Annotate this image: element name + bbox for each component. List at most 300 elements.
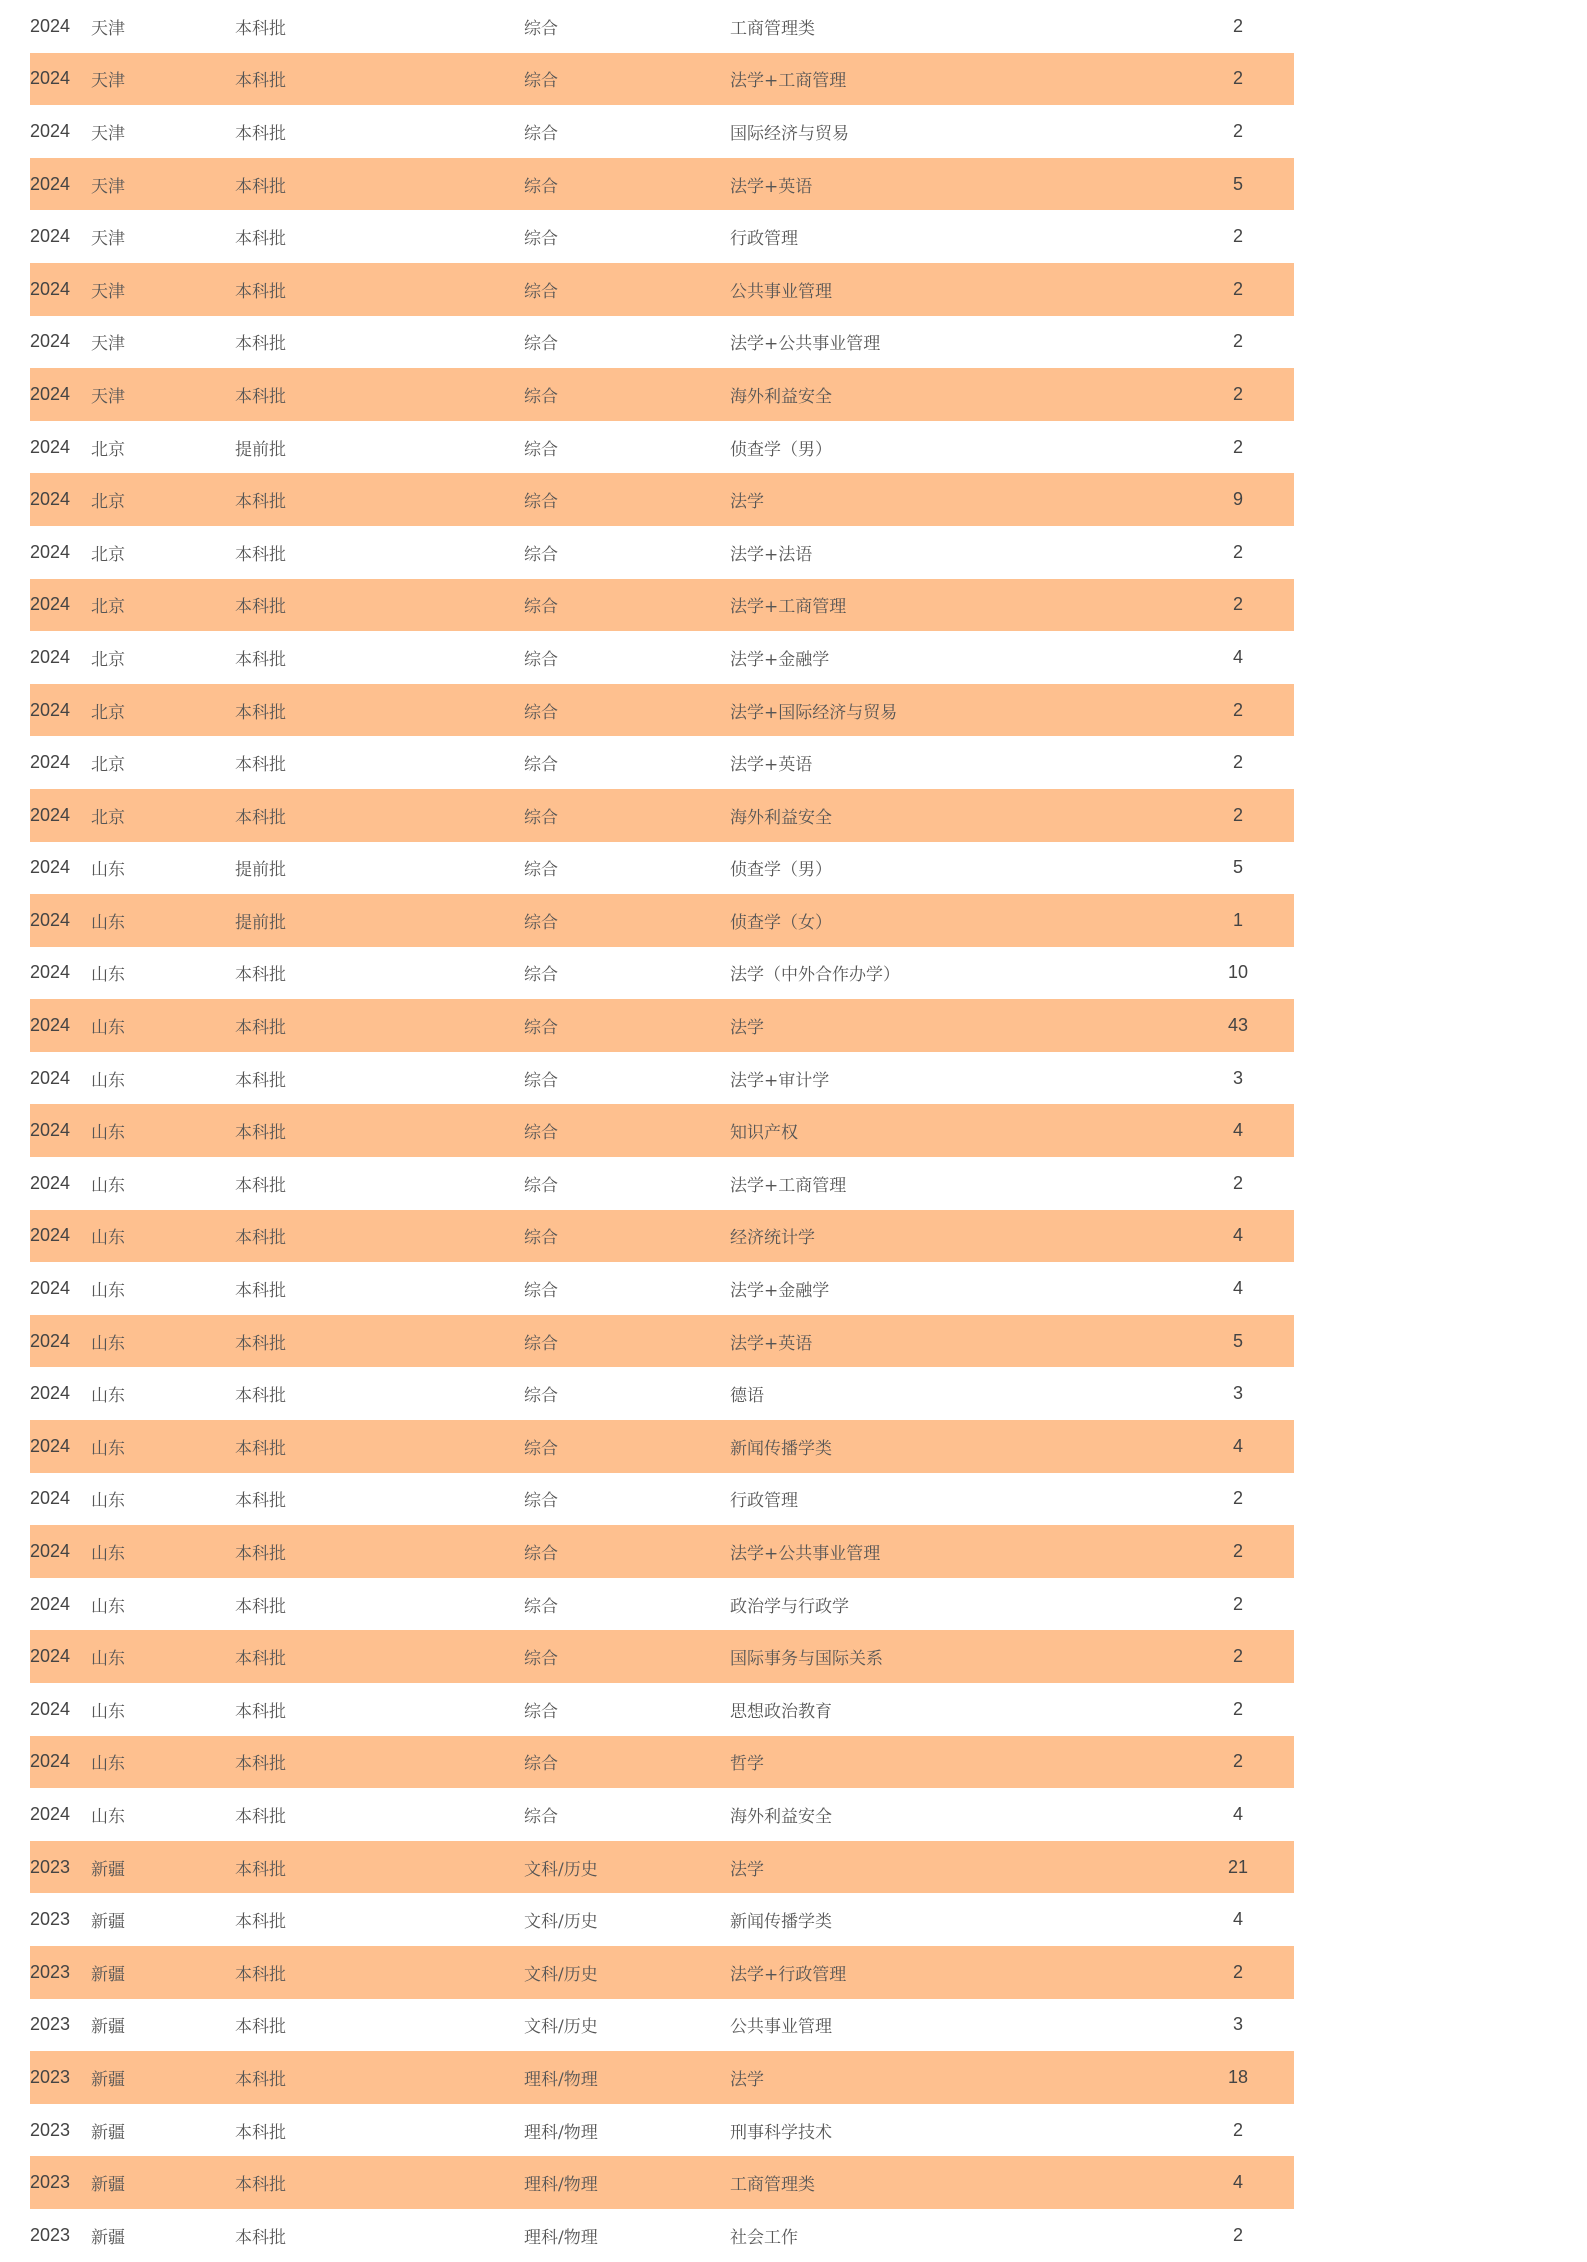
subject-cell: 文科/历史: [524, 1912, 598, 1933]
major-cell: 社会工作: [730, 2227, 798, 2248]
major-cell: 法学+工商管理: [730, 1175, 847, 1196]
subject-cell: 综合: [524, 1649, 558, 1670]
batch-cell: 本科批: [235, 2227, 286, 2248]
batch-cell: 本科批: [235, 1175, 286, 1196]
table-row: [30, 1683, 1294, 1736]
province-cell: 山东: [91, 1438, 125, 1459]
batch-cell: 本科批: [235, 1544, 286, 1565]
major-cell: 法学: [730, 1018, 764, 1039]
count-cell: 4: [1232, 2172, 1243, 2193]
batch-cell: 本科批: [235, 755, 286, 776]
table-row: [30, 2209, 1294, 2262]
count-cell: 2: [1232, 383, 1243, 404]
province-cell: 北京: [91, 807, 125, 828]
province-cell: 新疆: [91, 2175, 125, 2196]
count-cell: 2: [1232, 1488, 1243, 1509]
count-cell: 10: [1227, 962, 1249, 983]
table-row: [30, 1104, 1294, 1157]
major-cell: 法学+行政管理: [730, 1964, 847, 1985]
province-cell: 天津: [91, 123, 125, 144]
province-cell: 山东: [91, 1754, 125, 1775]
subject-cell: 综合: [524, 1806, 558, 1827]
count-cell: 1: [1232, 909, 1243, 930]
subject-cell: 综合: [524, 702, 558, 723]
year-cell: 2024: [30, 909, 71, 930]
province-cell: 天津: [91, 386, 125, 407]
province-cell: 山东: [91, 1596, 125, 1617]
major-cell: 侦查学（男）: [730, 860, 832, 881]
year-cell: 2023: [30, 1909, 71, 1930]
count-cell: 5: [1232, 1330, 1243, 1351]
table-row: [30, 736, 1294, 789]
table-row: [30, 1157, 1294, 1210]
batch-cell: 本科批: [235, 334, 286, 355]
table-row: [30, 158, 1294, 211]
year-cell: 2024: [30, 436, 71, 457]
batch-cell: 本科批: [235, 2069, 286, 2090]
count-cell: 2: [1232, 699, 1243, 720]
subject-cell: 综合: [524, 1175, 558, 1196]
major-cell: 新闻传播学类: [730, 1438, 832, 1459]
batch-cell: 本科批: [235, 1649, 286, 1670]
subject-cell: 综合: [524, 965, 558, 986]
province-cell: 新疆: [91, 1964, 125, 1985]
count-cell: 3: [1232, 2014, 1243, 2035]
province-cell: 山东: [91, 912, 125, 933]
year-cell: 2024: [30, 1751, 71, 1772]
year-cell: 2023: [30, 2066, 71, 2087]
year-cell: 2024: [30, 1015, 71, 1036]
table-row: [30, 1367, 1294, 1420]
batch-cell: 本科批: [235, 702, 286, 723]
batch-cell: 本科批: [235, 1596, 286, 1617]
table-row: [30, 105, 1294, 158]
province-cell: 新疆: [91, 2069, 125, 2090]
major-cell: 法学+英语: [730, 755, 813, 776]
batch-cell: 本科批: [235, 386, 286, 407]
subject-cell: 理科/物理: [524, 2069, 598, 2090]
major-cell: 经济统计学: [730, 1228, 815, 1249]
major-cell: 新闻传播学类: [730, 1912, 832, 1933]
count-cell: 4: [1232, 1278, 1243, 1299]
subject-cell: 文科/历史: [524, 1859, 598, 1880]
province-cell: 山东: [91, 1544, 125, 1565]
year-cell: 2024: [30, 1803, 71, 1824]
province-cell: 北京: [91, 439, 125, 460]
province-cell: 山东: [91, 1228, 125, 1249]
count-cell: 2: [1232, 120, 1243, 141]
batch-cell: 本科批: [235, 1018, 286, 1039]
table-row: [30, 1315, 1294, 1368]
subject-cell: 综合: [524, 1754, 558, 1775]
table-row: [30, 2051, 1294, 2104]
year-cell: 2024: [30, 1488, 71, 1509]
subject-cell: 综合: [524, 1491, 558, 1512]
table-row: [30, 210, 1294, 263]
year-cell: 2024: [30, 1330, 71, 1351]
batch-cell: 本科批: [235, 1281, 286, 1302]
major-cell: 德语: [730, 1386, 764, 1407]
year-cell: 2024: [30, 68, 71, 89]
count-cell: 4: [1232, 1803, 1243, 1824]
major-cell: 法学（中外合作办学）: [730, 965, 900, 986]
province-cell: 北京: [91, 544, 125, 565]
major-cell: 侦查学（男）: [730, 439, 832, 460]
subject-cell: 综合: [524, 1544, 558, 1565]
batch-cell: 本科批: [235, 123, 286, 144]
subject-cell: 综合: [524, 176, 558, 197]
province-cell: 天津: [91, 176, 125, 197]
table-row: [30, 1999, 1294, 2052]
subject-cell: 综合: [524, 1123, 558, 1144]
count-cell: 3: [1232, 1383, 1243, 1404]
year-cell: 2024: [30, 383, 71, 404]
table-row: [30, 684, 1294, 737]
table-row: [30, 1788, 1294, 1841]
province-cell: 山东: [91, 965, 125, 986]
subject-cell: 综合: [524, 912, 558, 933]
year-cell: 2024: [30, 278, 71, 299]
count-cell: 2: [1232, 1172, 1243, 1193]
major-cell: 法学+金融学: [730, 649, 830, 670]
count-cell: 4: [1232, 1435, 1243, 1456]
major-cell: 工商管理类: [730, 18, 815, 39]
subject-cell: 综合: [524, 71, 558, 92]
batch-cell: 本科批: [235, 281, 286, 302]
year-cell: 2024: [30, 1646, 71, 1667]
batch-cell: 本科批: [235, 1806, 286, 1827]
table-row: [30, 947, 1294, 1000]
major-cell: 行政管理: [730, 1491, 798, 1512]
subject-cell: 综合: [524, 1333, 558, 1354]
subject-cell: 综合: [524, 1386, 558, 1407]
batch-cell: 本科批: [235, 1754, 286, 1775]
table-row: [30, 1473, 1294, 1526]
province-cell: 北京: [91, 649, 125, 670]
table-row: [30, 2104, 1294, 2157]
year-cell: 2023: [30, 2119, 71, 2140]
batch-cell: 本科批: [235, 1438, 286, 1459]
subject-cell: 文科/历史: [524, 2017, 598, 2038]
subject-cell: 综合: [524, 1701, 558, 1722]
province-cell: 山东: [91, 1018, 125, 1039]
major-cell: 海外利益安全: [730, 807, 832, 828]
table-row: [30, 1578, 1294, 1631]
count-cell: 2: [1232, 594, 1243, 615]
subject-cell: 综合: [524, 755, 558, 776]
batch-cell: 本科批: [235, 1386, 286, 1407]
major-cell: 刑事科学技术: [730, 2122, 832, 2143]
table-row: [30, 999, 1294, 1052]
count-cell: 2: [1232, 226, 1243, 247]
count-cell: 2: [1232, 2224, 1243, 2245]
year-cell: 2023: [30, 2224, 71, 2245]
count-cell: 5: [1232, 173, 1243, 194]
batch-cell: 本科批: [235, 176, 286, 197]
count-cell: 2: [1232, 541, 1243, 562]
province-cell: 新疆: [91, 2122, 125, 2143]
major-cell: 法学: [730, 1859, 764, 1880]
table-row: [30, 526, 1294, 579]
major-cell: 法学+工商管理: [730, 71, 847, 92]
major-cell: 法学+英语: [730, 1333, 813, 1354]
year-cell: 2024: [30, 1225, 71, 1246]
batch-cell: 本科批: [235, 1859, 286, 1880]
batch-cell: 本科批: [235, 229, 286, 250]
subject-cell: 综合: [524, 1018, 558, 1039]
province-cell: 山东: [91, 860, 125, 881]
major-cell: 法学: [730, 2069, 764, 2090]
year-cell: 2024: [30, 226, 71, 247]
subject-cell: 综合: [524, 649, 558, 670]
count-cell: 4: [1232, 1120, 1243, 1141]
table-row: [30, 1420, 1294, 1473]
province-cell: 山东: [91, 1701, 125, 1722]
subject-cell: 综合: [524, 1438, 558, 1459]
province-cell: 山东: [91, 1175, 125, 1196]
province-cell: 山东: [91, 1806, 125, 1827]
batch-cell: 本科批: [235, 597, 286, 618]
major-cell: 法学+法语: [730, 544, 813, 565]
province-cell: 山东: [91, 1386, 125, 1407]
year-cell: 2024: [30, 752, 71, 773]
batch-cell: 本科批: [235, 1701, 286, 1722]
year-cell: 2024: [30, 804, 71, 825]
subject-cell: 综合: [524, 1228, 558, 1249]
year-cell: 2024: [30, 962, 71, 983]
major-cell: 法学+公共事业管理: [730, 334, 881, 355]
subject-cell: 理科/物理: [524, 2175, 598, 2196]
major-cell: 哲学: [730, 1754, 764, 1775]
major-cell: 法学+国际经济与贸易: [730, 702, 898, 723]
province-cell: 北京: [91, 702, 125, 723]
year-cell: 2024: [30, 1383, 71, 1404]
subject-cell: 综合: [524, 1596, 558, 1617]
count-cell: 2: [1232, 1751, 1243, 1772]
major-cell: 海外利益安全: [730, 386, 832, 407]
count-cell: 2: [1232, 1646, 1243, 1667]
province-cell: 新疆: [91, 1859, 125, 1880]
major-cell: 国际经济与贸易: [730, 123, 849, 144]
batch-cell: 本科批: [235, 1070, 286, 1091]
count-cell: 4: [1232, 1225, 1243, 1246]
batch-cell: 本科批: [235, 1964, 286, 1985]
subject-cell: 综合: [524, 334, 558, 355]
table-row: [30, 53, 1294, 106]
batch-cell: 本科批: [235, 2017, 286, 2038]
subject-cell: 文科/历史: [524, 1964, 598, 1985]
count-cell: 2: [1232, 436, 1243, 457]
year-cell: 2024: [30, 857, 71, 878]
batch-cell: 提前批: [235, 439, 286, 460]
table-row: [30, 1052, 1294, 1105]
year-cell: 2024: [30, 489, 71, 510]
year-cell: 2024: [30, 1698, 71, 1719]
table-row: [30, 263, 1294, 316]
year-cell: 2024: [30, 594, 71, 615]
batch-cell: 本科批: [235, 1491, 286, 1512]
count-cell: 2: [1232, 752, 1243, 773]
count-cell: 2: [1232, 1698, 1243, 1719]
table-row: [30, 368, 1294, 421]
table-row: [30, 1736, 1294, 1789]
province-cell: 新疆: [91, 1912, 125, 1933]
province-cell: 北京: [91, 755, 125, 776]
table-row: [30, 1946, 1294, 1999]
year-cell: 2024: [30, 1067, 71, 1088]
table-row: [30, 842, 1294, 895]
batch-cell: 本科批: [235, 965, 286, 986]
year-cell: 2024: [30, 541, 71, 562]
subject-cell: 综合: [524, 386, 558, 407]
major-cell: 工商管理类: [730, 2175, 815, 2196]
batch-cell: 本科批: [235, 2122, 286, 2143]
subject-cell: 综合: [524, 281, 558, 302]
province-cell: 山东: [91, 1281, 125, 1302]
count-cell: 21: [1227, 1856, 1249, 1877]
province-cell: 山东: [91, 1070, 125, 1091]
table-row: [30, 1893, 1294, 1946]
table-row: [30, 0, 1294, 53]
table-row: [30, 473, 1294, 526]
batch-cell: 本科批: [235, 2175, 286, 2196]
count-cell: 2: [1232, 331, 1243, 352]
province-cell: 山东: [91, 1649, 125, 1670]
batch-cell: 本科批: [235, 649, 286, 670]
major-cell: 公共事业管理: [730, 281, 832, 302]
year-cell: 2024: [30, 699, 71, 720]
major-cell: 法学+工商管理: [730, 597, 847, 618]
count-cell: 2: [1232, 1541, 1243, 1562]
year-cell: 2024: [30, 1172, 71, 1193]
subject-cell: 综合: [524, 439, 558, 460]
major-cell: 政治学与行政学: [730, 1596, 849, 1617]
year-cell: 2024: [30, 1435, 71, 1456]
subject-cell: 综合: [524, 492, 558, 513]
table-row: [30, 2156, 1294, 2209]
province-cell: 天津: [91, 18, 125, 39]
count-cell: 2: [1232, 804, 1243, 825]
major-cell: 知识产权: [730, 1123, 798, 1144]
batch-cell: 本科批: [235, 807, 286, 828]
count-cell: 2: [1232, 1961, 1243, 1982]
subject-cell: 综合: [524, 860, 558, 881]
count-cell: 2: [1232, 15, 1243, 36]
year-cell: 2024: [30, 173, 71, 194]
count-cell: 43: [1227, 1015, 1249, 1036]
province-cell: 北京: [91, 597, 125, 618]
major-cell: 法学+英语: [730, 176, 813, 197]
batch-cell: 本科批: [235, 1228, 286, 1249]
major-cell: 公共事业管理: [730, 2017, 832, 2038]
count-cell: 2: [1232, 68, 1243, 89]
table-row: [30, 1262, 1294, 1315]
count-cell: 9: [1232, 489, 1243, 510]
year-cell: 2023: [30, 1856, 71, 1877]
table-row: [30, 1525, 1294, 1578]
major-cell: 侦查学（女）: [730, 912, 832, 933]
province-cell: 山东: [91, 1333, 125, 1354]
batch-cell: 本科批: [235, 1333, 286, 1354]
table-row: [30, 1630, 1294, 1683]
count-cell: 2: [1232, 2119, 1243, 2140]
province-cell: 山东: [91, 1123, 125, 1144]
province-cell: 天津: [91, 334, 125, 355]
table-row: [30, 1841, 1294, 1894]
year-cell: 2024: [30, 1541, 71, 1562]
table-row: [30, 421, 1294, 474]
year-cell: 2024: [30, 1593, 71, 1614]
batch-cell: 本科批: [235, 18, 286, 39]
table-row: [30, 894, 1294, 947]
subject-cell: 综合: [524, 544, 558, 565]
table-row: [30, 631, 1294, 684]
count-cell: 5: [1232, 857, 1243, 878]
batch-cell: 本科批: [235, 492, 286, 513]
count-cell: 2: [1232, 1593, 1243, 1614]
year-cell: 2024: [30, 120, 71, 141]
batch-cell: 提前批: [235, 860, 286, 881]
year-cell: 2023: [30, 1961, 71, 1982]
batch-cell: 本科批: [235, 544, 286, 565]
major-cell: 行政管理: [730, 229, 798, 250]
batch-cell: 本科批: [235, 71, 286, 92]
admissions-table: [30, 0, 1294, 2262]
province-cell: 天津: [91, 281, 125, 302]
year-cell: 2024: [30, 1278, 71, 1299]
subject-cell: 综合: [524, 807, 558, 828]
major-cell: 法学+公共事业管理: [730, 1544, 881, 1565]
subject-cell: 综合: [524, 229, 558, 250]
table-row: [30, 1210, 1294, 1263]
major-cell: 法学+金融学: [730, 1281, 830, 1302]
province-cell: 山东: [91, 1491, 125, 1512]
table-row: [30, 316, 1294, 369]
year-cell: 2024: [30, 15, 71, 36]
province-cell: 新疆: [91, 2227, 125, 2248]
count-cell: 18: [1227, 2066, 1249, 2087]
subject-cell: 理科/物理: [524, 2122, 598, 2143]
count-cell: 3: [1232, 1067, 1243, 1088]
province-cell: 天津: [91, 71, 125, 92]
batch-cell: 本科批: [235, 1123, 286, 1144]
major-cell: 海外利益安全: [730, 1806, 832, 1827]
major-cell: 国际事务与国际关系: [730, 1649, 883, 1670]
subject-cell: 理科/物理: [524, 2227, 598, 2248]
year-cell: 2024: [30, 646, 71, 667]
province-cell: 天津: [91, 229, 125, 250]
subject-cell: 综合: [524, 597, 558, 618]
province-cell: 新疆: [91, 2017, 125, 2038]
subject-cell: 综合: [524, 1070, 558, 1091]
major-cell: 思想政治教育: [730, 1701, 832, 1722]
batch-cell: 提前批: [235, 912, 286, 933]
year-cell: 2023: [30, 2014, 71, 2035]
count-cell: 2: [1232, 278, 1243, 299]
year-cell: 2024: [30, 331, 71, 352]
table-row: [30, 579, 1294, 632]
batch-cell: 本科批: [235, 1912, 286, 1933]
count-cell: 4: [1232, 646, 1243, 667]
major-cell: 法学: [730, 492, 764, 513]
year-cell: 2024: [30, 1120, 71, 1141]
table-row: [30, 789, 1294, 842]
count-cell: 4: [1232, 1909, 1243, 1930]
province-cell: 北京: [91, 492, 125, 513]
subject-cell: 综合: [524, 1281, 558, 1302]
subject-cell: 综合: [524, 123, 558, 144]
subject-cell: 综合: [524, 18, 558, 39]
